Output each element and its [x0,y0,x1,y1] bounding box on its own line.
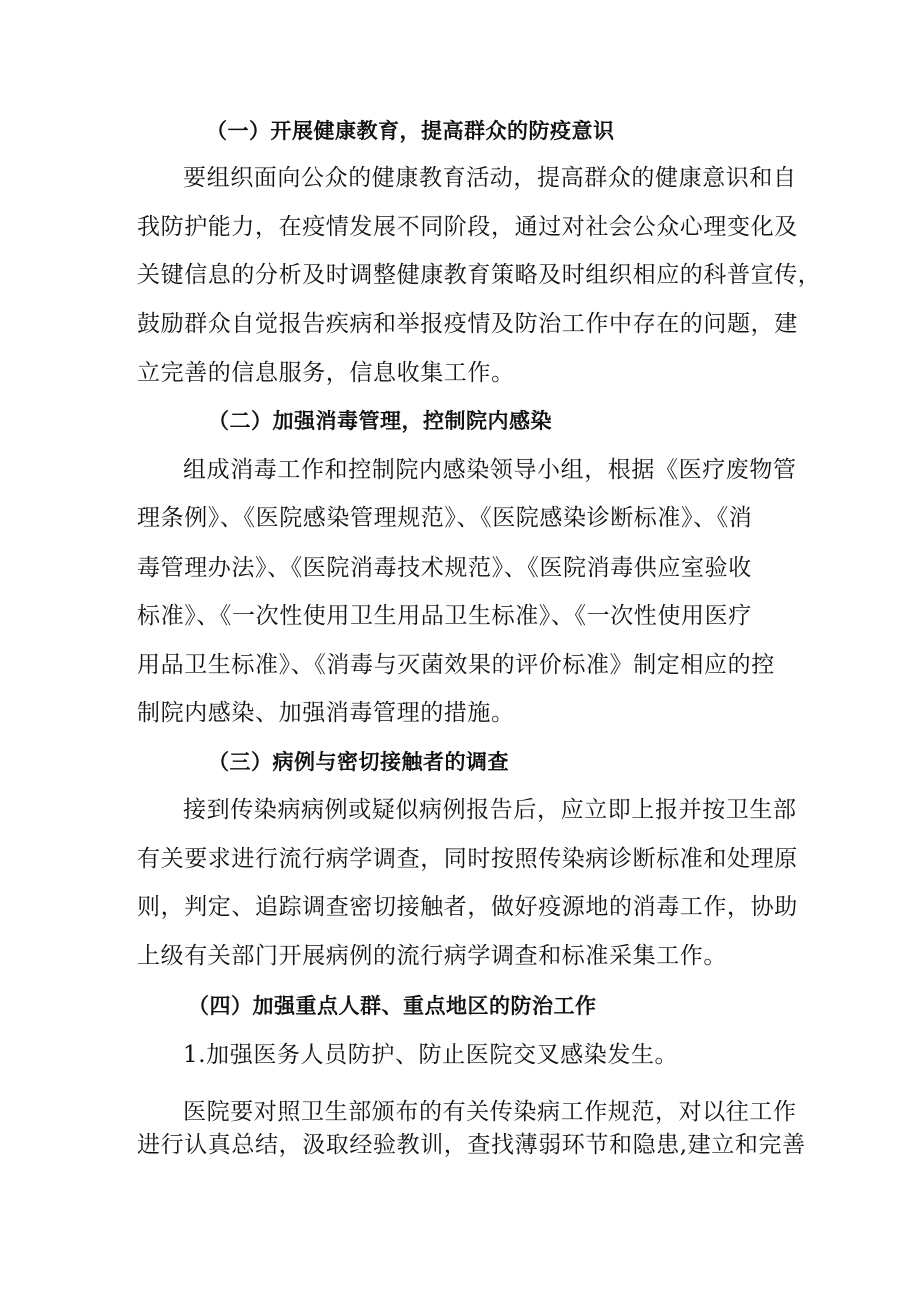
section-heading: （一）开展健康教育，提高群众的防疫意识 [206,119,615,143]
paragraph-line: 上级有关部门开展病例的流行病学调查和标准采集工作。 [137,943,727,969]
paragraph-line: 则，判定、追踪调查密切接触者，做好疫源地的消毒工作，协助 [137,894,798,920]
paragraph-line: 理条例》、《医院感染管理规范》、《医院感染诊断标准》、《消 [137,505,753,531]
paragraph-line: 鼓励群众自觉报告疾病和举报疫情及防治工作中存在的问题，建 [137,311,798,337]
paragraph-line: 要组织面向公众的健康教育活动，提高群众的健康意识和自 [183,165,797,191]
paragraph-line: 有关要求进行流行病学调查，同时按照传染病诊断标准和处理原 [137,846,798,872]
paragraph-line: 立完善的信息服务，信息收集工作。 [137,360,515,386]
paragraph-line: 我防护能力，在疫情发展不同阶段，通过对社会公众心理变化及 [137,214,798,240]
subsection-heading: 1.加强医务人员防护、防止医院交叉感染发生。 [183,1042,679,1068]
paragraph-line: 标准》、《一次性使用卫生用品卫生标准》、《一次性使用医疗 [137,603,752,629]
paragraph-line: 制院内感染、加强消毒管理的措施。 [137,700,515,726]
paragraph-line: 接到传染病病例或疑似病例报告后，应立即上报并按卫生部 [183,797,797,823]
paragraph-line: 组成消毒工作和控制院内感染领导小组，根据《医疗废物管 [183,457,797,483]
paragraph-line: 毒管理办法》、《医院消毒技术规范》、《医院消毒供应室验收 [137,555,752,581]
section-heading: （二）加强消毒管理，控制院内感染 [208,409,552,433]
paragraph-line: 用品卫生标准》、《消毒与灭菌效果的评价标准》制定相应的控 [137,652,775,678]
paragraph-line: 进行认真总结，汲取经验教训，查找薄弱环节和隐患,建立和完善 [137,1132,806,1158]
section-heading: （四）加强重点人群、重点地区的防治工作 [188,994,597,1018]
paragraph-line: 关键信息的分析及时调整健康教育策略及时组织相应的科普宣传， [137,262,822,288]
section-heading: （三）病例与密切接触者的调查 [208,750,509,774]
paragraph-line: 医院要对照卫生部颁布的有关传染病工作规范，对以往工作 [183,1099,797,1125]
